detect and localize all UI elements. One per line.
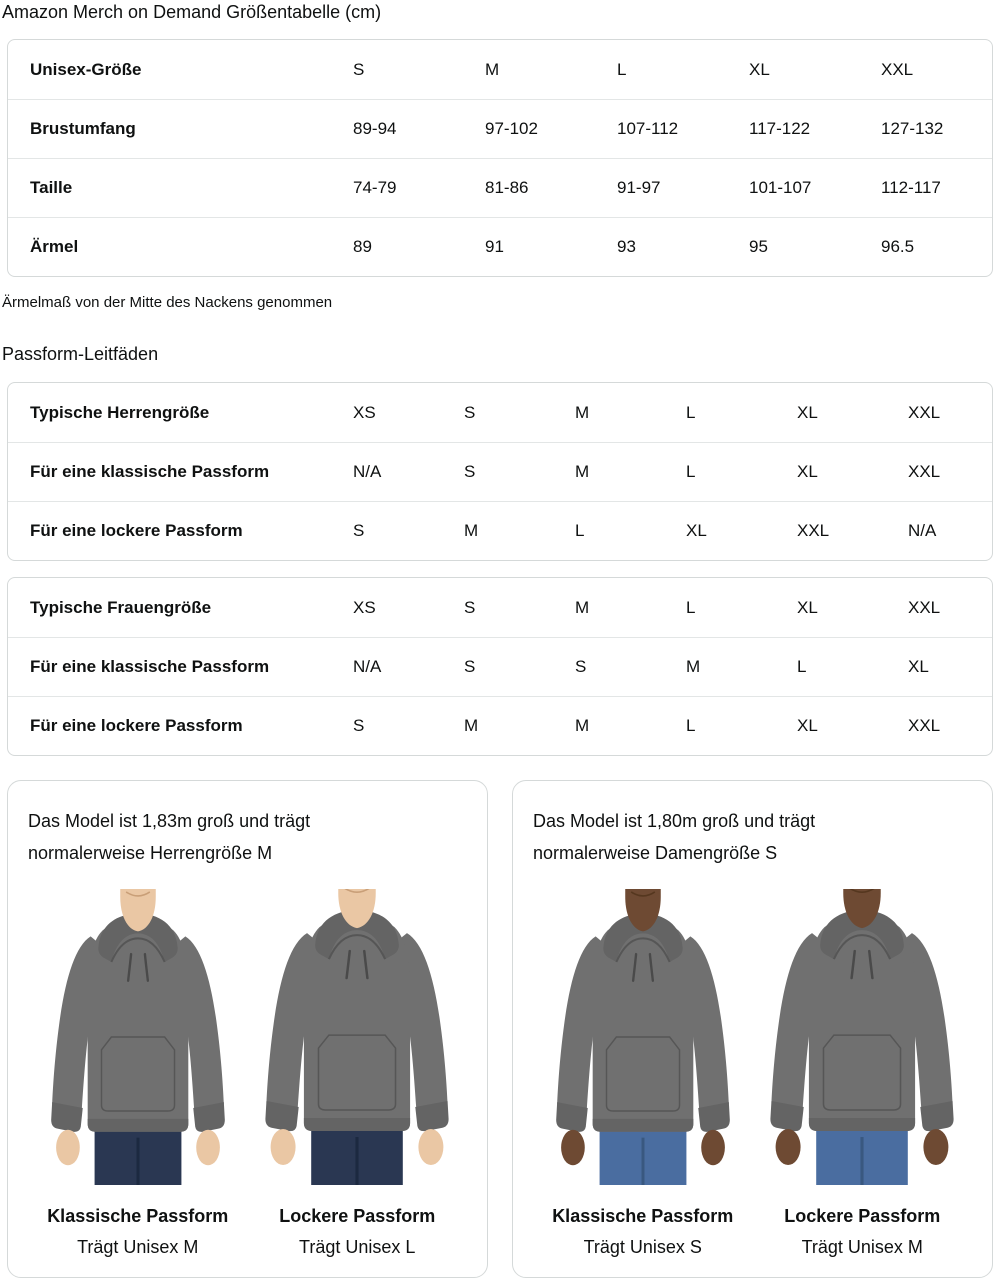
model-figures: [533, 889, 972, 1259]
table-cell: S: [464, 442, 575, 501]
table-cell: 81-86: [485, 158, 617, 217]
model-figures: [28, 889, 467, 1259]
wears-size-label: Trägt Unisex M: [77, 1237, 199, 1257]
table-cell: XXL: [908, 442, 992, 501]
table-cell: XL: [749, 59, 770, 79]
table-cell: 74-79: [353, 158, 485, 217]
table-cell: XL: [797, 597, 818, 617]
table-cell: XS: [353, 597, 376, 617]
row-label: Brustumfang: [8, 99, 353, 158]
table-cell: 91: [485, 217, 617, 276]
table-row: [8, 578, 992, 637]
table-cell: XXL: [908, 696, 992, 755]
table-cell: XL: [908, 637, 992, 696]
table-row: [8, 217, 992, 276]
fit-label: Lockere Passform: [784, 1206, 941, 1226]
row-label: Für eine lockere Passform: [8, 501, 353, 560]
table-cell: 96.5: [881, 217, 992, 276]
row-label: Taille: [8, 158, 353, 217]
table-cell: L: [686, 696, 797, 755]
table-cell: L: [686, 402, 696, 422]
table-cell: 127-132: [881, 99, 992, 158]
table-cell: S: [353, 501, 464, 560]
table-cell: XS: [353, 402, 376, 422]
table-cell: XL: [797, 402, 818, 422]
table-cell: XL: [797, 442, 908, 501]
table-cell: M: [464, 696, 575, 755]
table-cell: M: [575, 597, 590, 617]
female-model-loose-photo: [763, 889, 961, 1185]
table-cell: N/A: [353, 442, 464, 501]
table-cell: 95: [749, 217, 881, 276]
table-cell: XXL: [908, 402, 941, 422]
model-description: Das Model ist 1,83m groß und trägt normalerweise Herrengröße M: [28, 811, 311, 863]
row-label: Ärmel: [8, 217, 353, 276]
table-cell: XL: [686, 501, 797, 560]
unisex-size-table: [7, 39, 993, 277]
row-label: Typische Herrengröße: [30, 402, 210, 422]
wears-size-label: Trägt Unisex L: [299, 1237, 416, 1257]
table-cell: 112-117: [881, 158, 992, 217]
table-row: [8, 99, 992, 158]
table-row: [8, 383, 992, 442]
figure-classic-fit: [533, 889, 753, 1259]
table-cell: XXL: [797, 501, 908, 560]
table-cell: 97-102: [485, 99, 617, 158]
table-row: [8, 696, 992, 755]
table-cell: 93: [617, 217, 749, 276]
table-cell: M: [575, 696, 686, 755]
womens-fit-table: [7, 577, 993, 756]
male-model-loose-photo: [258, 889, 456, 1185]
table-row: [8, 158, 992, 217]
fit-guides-heading: Passform-Leitfäden: [2, 344, 159, 364]
table-cell: XXL: [881, 59, 914, 79]
table-cell: S: [353, 59, 365, 79]
mens-fit-table: [7, 382, 993, 561]
womens-model-card: [512, 780, 993, 1278]
table-cell: 89: [353, 217, 485, 276]
table-cell: 117-122: [749, 99, 881, 158]
table-cell: M: [686, 637, 797, 696]
sleeve-measure-note: Ärmelmaß von der Mitte des Nackens genommen: [2, 294, 333, 311]
table-cell: M: [575, 442, 686, 501]
fit-label: Lockere Passform: [279, 1206, 436, 1226]
table-cell: N/A: [353, 637, 464, 696]
row-label: Für eine klassische Passform: [8, 637, 353, 696]
female-model-classic-photo: [544, 889, 742, 1185]
table-cell: S: [464, 637, 575, 696]
table-cell: L: [686, 442, 797, 501]
table-cell: 107-112: [617, 99, 749, 158]
table-cell: S: [464, 402, 476, 422]
table-cell: L: [686, 597, 696, 617]
table-cell: 101-107: [749, 158, 881, 217]
table-cell: XXL: [908, 597, 941, 617]
fit-label: Klassische Passform: [552, 1206, 734, 1226]
table-row: [8, 40, 992, 99]
table-cell: N/A: [908, 501, 992, 560]
row-label: Unisex-Größe: [30, 59, 142, 79]
page-title: Amazon Merch on Demand Größentabelle (cm): [2, 2, 382, 22]
table-cell: M: [575, 402, 590, 422]
row-label: Für eine klassische Passform: [8, 442, 353, 501]
male-model-classic-photo: [39, 889, 237, 1185]
wears-size-label: Trägt Unisex M: [801, 1237, 923, 1257]
table-cell: 89-94: [353, 99, 485, 158]
table-cell: L: [575, 501, 686, 560]
table-cell: XL: [797, 696, 908, 755]
table-cell: S: [353, 696, 464, 755]
figure-classic-fit: [28, 889, 248, 1259]
table-row: [8, 637, 992, 696]
mens-model-card: [7, 780, 488, 1278]
table-cell: L: [617, 59, 627, 79]
table-cell: 91-97: [617, 158, 749, 217]
figure-loose-fit: [248, 889, 468, 1259]
table-cell: L: [797, 637, 908, 696]
table-cell: S: [464, 597, 476, 617]
table-cell: M: [464, 501, 575, 560]
table-cell: S: [575, 637, 686, 696]
table-row: [8, 501, 992, 560]
row-label: Typische Frauengröße: [30, 597, 212, 617]
model-cards: [7, 780, 993, 1278]
row-label: Für eine lockere Passform: [8, 696, 353, 755]
table-cell: M: [485, 59, 500, 79]
figure-loose-fit: [753, 889, 973, 1259]
fit-label: Klassische Passform: [47, 1206, 229, 1226]
table-row: [8, 442, 992, 501]
wears-size-label: Trägt Unisex S: [583, 1237, 702, 1257]
model-description: Das Model ist 1,80m groß und trägt normalerweise Damengröße S: [533, 811, 816, 863]
